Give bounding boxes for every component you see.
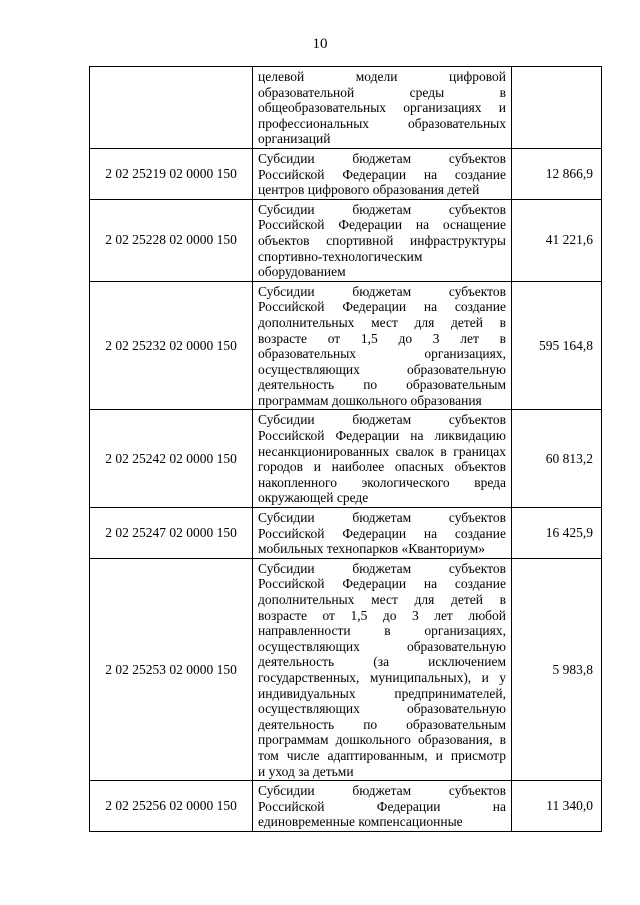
- table-row: [90, 410, 602, 508]
- description-line: программам дошкольного образования, в: [258, 732, 506, 748]
- description-line: единовременные компенсационные: [258, 814, 463, 830]
- description-line: деятельность по образовательным: [258, 716, 506, 732]
- description-line: возрасте от 1,5 до 3 лет любой: [258, 607, 506, 623]
- description-line: Субсидии бюджетам субъектов: [258, 783, 506, 799]
- table-row: [90, 558, 602, 780]
- page-number: 10: [312, 36, 328, 52]
- description-line: Субсидии бюджетам субъектов: [258, 412, 506, 428]
- amount-cell: 11 340,0: [512, 781, 602, 832]
- table-row: [90, 67, 602, 149]
- amount-cell: 60 813,2: [512, 410, 602, 508]
- table-row: [90, 508, 602, 559]
- description-line: возрасте от 1,5 до 3 лет в: [258, 330, 506, 346]
- description-cell: [253, 558, 512, 780]
- description-cell: [253, 199, 512, 281]
- description-line: деятельность (за исключением: [258, 654, 506, 670]
- description-line: государственных, муниципальных), и у: [258, 669, 506, 685]
- description-line: накопленного экологического вреда: [258, 474, 506, 490]
- description-line: Российской Федерации на оснащение: [258, 217, 506, 233]
- table-row: [90, 281, 602, 410]
- amount-cell: 16 425,9: [512, 508, 602, 559]
- description-cell: [253, 508, 512, 559]
- budget-code-cell: 2 02 25253 02 0000 150: [90, 558, 253, 780]
- description-line: дополнительных мест для детей в: [258, 592, 506, 607]
- description-line: деятельность по образовательным: [258, 377, 506, 393]
- budget-table: [89, 66, 602, 832]
- budget-code-cell: 2 02 25256 02 0000 150: [90, 781, 253, 832]
- budget-code-cell: 2 02 25247 02 0000 150: [90, 508, 253, 559]
- description-line: Российской Федерации на создание: [258, 525, 506, 541]
- table-row: [90, 148, 602, 199]
- description-cell: [253, 781, 512, 832]
- description-line: Субсидии бюджетам субъектов: [258, 201, 506, 217]
- description-line: дополнительных мест для детей в: [258, 314, 506, 330]
- description-cell: [253, 410, 512, 508]
- description-line: профессиональных образовательных: [258, 115, 506, 131]
- amount-cell: 5 983,8: [512, 558, 602, 780]
- description-line: Субсидии бюджетам субъектов: [258, 150, 506, 166]
- amount-cell: [512, 67, 602, 149]
- table-row: [90, 199, 602, 281]
- description-line: целевой модели цифровой: [258, 69, 506, 84]
- description-line: объектов спортивной инфраструктуры: [258, 232, 506, 248]
- description-line: Субсидии бюджетам субъектов: [258, 283, 506, 299]
- amount-cell: 41 221,6: [512, 199, 602, 281]
- description-line: том числе адаптированным, и присмотр: [258, 747, 506, 763]
- description-line: программам дошкольного образования: [258, 392, 482, 408]
- description-line: осуществляющих образовательную: [258, 361, 506, 377]
- description-line: направленности в организациях,: [258, 623, 506, 639]
- description-line: несанкционированных свалок в границах: [258, 443, 506, 459]
- budget-code-cell: 2 02 25232 02 0000 150: [90, 281, 253, 410]
- amount-cell: 12 866,9: [512, 148, 602, 199]
- description-line: окружающей среде: [258, 490, 369, 506]
- description-line: образовательных организациях,: [258, 346, 506, 362]
- description-line: организаций: [258, 131, 331, 147]
- description-line: Российской Федерации на создание: [258, 299, 506, 315]
- description-line: Субсидии бюджетам субъектов: [258, 510, 506, 526]
- description-line: Российской Федерации на ликвидацию: [258, 428, 506, 444]
- description-line: Российской Федерации на: [258, 798, 506, 814]
- description-line: Российской Федерации на создание: [258, 576, 506, 592]
- description-cell: [253, 281, 512, 410]
- description-line: мобильных технопарков «Кванториум»: [258, 541, 485, 557]
- budget-code-cell: 2 02 25228 02 0000 150: [90, 199, 253, 281]
- description-line: осуществляющих образовательную: [258, 638, 506, 654]
- description-line: Субсидии бюджетам субъектов: [258, 560, 506, 576]
- budget-code-cell: 2 02 25242 02 0000 150: [90, 410, 253, 508]
- description-line: общеобразовательных организациях и: [258, 100, 506, 116]
- table-row: [90, 781, 602, 832]
- description-cell: [253, 148, 512, 199]
- budget-code-cell: 2 02 25219 02 0000 150: [90, 148, 253, 199]
- description-cell: [253, 67, 512, 149]
- description-line: образовательной среды в: [258, 84, 506, 100]
- description-line: осуществляющих образовательную: [258, 701, 506, 717]
- description-line: центров цифрового образования детей: [258, 182, 480, 198]
- description-line: спортивно-технологическим: [258, 248, 423, 264]
- description-line: и уход за детьми: [258, 763, 354, 779]
- amount-cell: 595 164,8: [512, 281, 602, 410]
- budget-code-cell: [90, 67, 253, 149]
- description-line: оборудованием: [258, 264, 346, 280]
- description-line: Российской Федерации на создание: [258, 166, 506, 182]
- description-line: городов и наиболее опасных объектов: [258, 459, 506, 475]
- description-line: индивидуальных предпринимателей,: [258, 685, 506, 701]
